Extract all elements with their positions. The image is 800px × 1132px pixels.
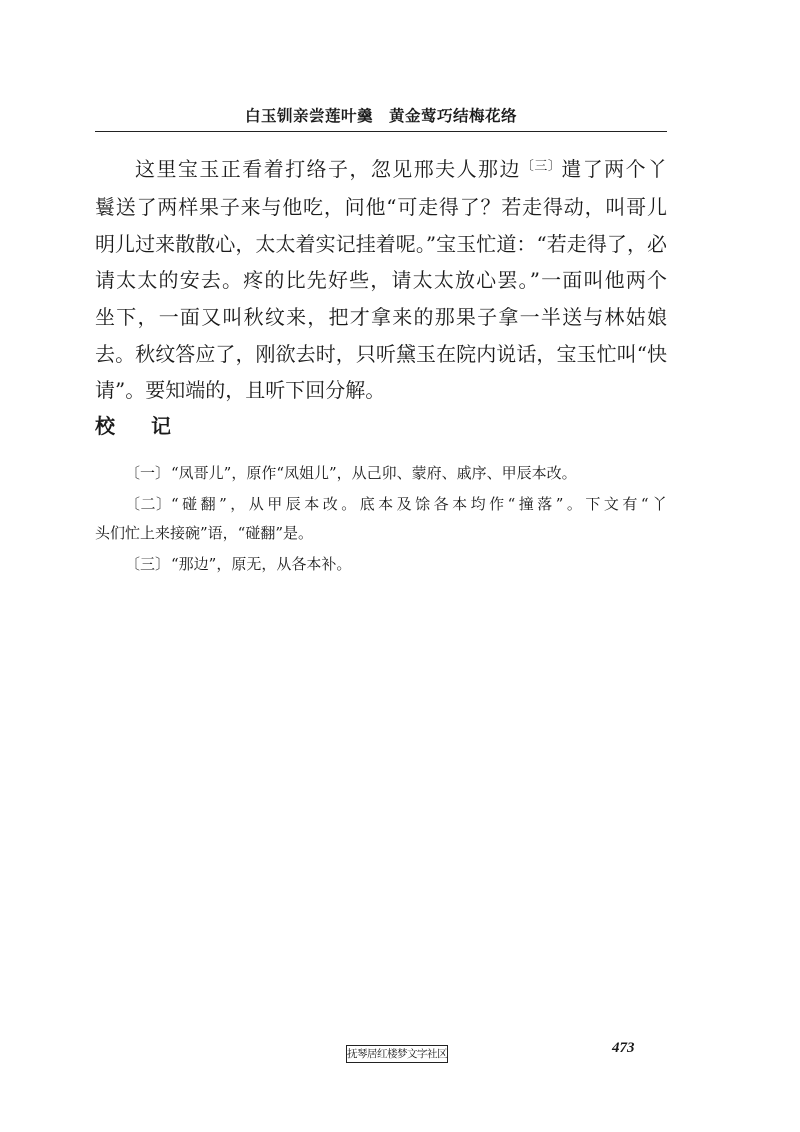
note-2-number: 〔二〕 [125, 495, 171, 513]
notes-title: 校记 [95, 414, 207, 438]
running-head [245, 104, 517, 126]
note-1-text: “凤哥儿”，原作“凤姐儿”，从己卯、蒙府、戚序、甲辰本改。 [171, 464, 577, 482]
running-head-left: 白玉钏亲尝莲叶羹 [245, 106, 374, 125]
note-reference-3[interactable]: 〔三〕 [520, 159, 562, 174]
page-number: 473 [612, 1040, 635, 1056]
body-line-3: 明儿过来散散心，太太着实记挂着呢。”宝玉忙道：“若走得了，必 [95, 232, 667, 256]
body-line-5: 坐下，一面又叫秋纹来，把才拿来的那果子拿一半送与林姑娘 [95, 305, 667, 329]
running-head-right: 黄金莺巧结梅花络 [389, 106, 518, 125]
note-3 [125, 551, 351, 577]
header-rule [95, 131, 667, 132]
source-stamp: 抚琴居红楼梦文字社区 [346, 1045, 448, 1063]
body-line-6: 去。秋纹答应了，刚欲去时，只听黛玉在院内说话，宝玉忙叫“快 [95, 342, 667, 366]
note-2-continued: 头们忙上来接碗”语，“碰翻”是。 [95, 524, 314, 542]
body-line-1: 这里宝玉正看着打络子，忽见邢夫人那边$^{〔三〕}$遣了两个丫 [135, 157, 668, 181]
note-2 [125, 491, 667, 517]
note-1-number: 〔一〕 [125, 464, 171, 482]
body-line-7: 请”。要知端的，且听下回分解。 [95, 378, 386, 402]
note-3-text: “那边”，原无，从各本补。 [171, 555, 352, 573]
body-line-4: 请太太的安去。疼的比先好些，请太太放心罢。”一面叫他两个 [95, 268, 667, 292]
note-2-text-a: “碰翻”，从甲辰本改。底本及馀各本均作“撞落”。下文有“丫 [171, 495, 667, 513]
body-line-2: 鬟送了两样果子来与他吃，问他“可走得了？若走得动，叫哥儿 [95, 195, 667, 219]
note-1 [125, 460, 577, 486]
note-3-number: 〔三〕 [125, 555, 171, 573]
